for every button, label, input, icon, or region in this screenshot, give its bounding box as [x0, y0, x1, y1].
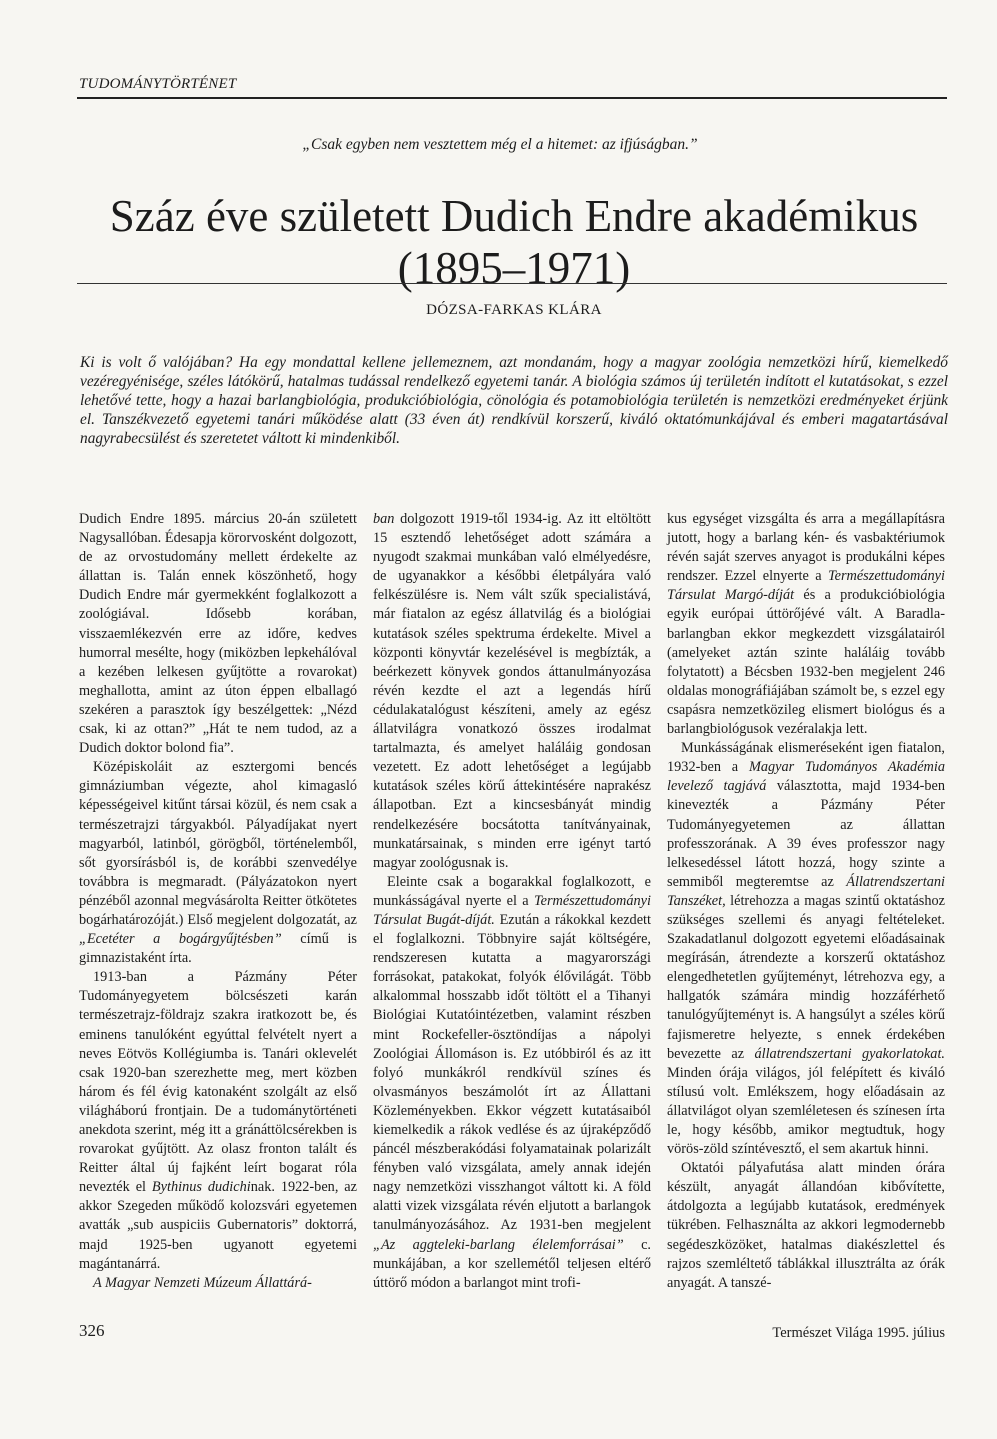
italic-text: Magyar Tudományos Akadémia levelező tagjává [667, 759, 945, 795]
text: kus egységet vizsgálta és arra a megállapításra jutott, hogy a barlang kén- és vasbaktériumok révén saját szerves anyagot is produkálni képes rendszer. Ezzel elnyerte a [667, 511, 945, 585]
epigraph: „Csak egyben nem vesztettem még el a hitemet: az ifjúságban.” [302, 136, 698, 153]
paragraph [667, 739, 945, 1159]
italic-text: állatrendszertani gyakorlatokat. [754, 1045, 945, 1062]
title-line-2: (1895–1971) [397, 243, 631, 293]
italic-text: „Ecetéter a bogárgyűjtésben” [79, 931, 282, 948]
paragraph [79, 968, 357, 1274]
italic-text: Állatrendszertani Tanszéket, [667, 873, 945, 909]
text: létrehozza a magas szintű oktatáshoz szükséges szellemi és anyagi feltételeket. Szakadatlanul dolgozott egyetemi előadásainak megírásán, átrendezte a korszerű oktatáshoz elengedhetetlen gyűjteményt, létrehozva egy, a hallgatók számára mindig hozzáférhető tanulógyűjteményt is. A hangsúlyt a széles körű fajismeretre helyezte, s ennek érdekében bevezette az [667, 892, 945, 1062]
journal-footer: Természet Világa 1995. július [772, 1325, 945, 1341]
column-1 [79, 510, 357, 1293]
italic-text: ban [373, 511, 395, 527]
header-rule [77, 97, 947, 99]
page-number: 326 [79, 1321, 105, 1340]
column-2 [373, 510, 651, 1293]
paragraph [373, 510, 651, 873]
text: és a produkcióbiológia egyik európai úttörőjévé vált. A Baradla-barlangban ekkor megkezdett vizsgálatairól (amelyeket aztán szinte haláláig tovább folytatott) a Bécsben 1932-ben megjelent 246 oldalas monográfiájában számolt be, s ezzel egy csapásra nemzetközileg elismert biológus és a barlangbiológusok vezéralakja lett. [667, 587, 945, 738]
paragraph [79, 1274, 357, 1293]
paragraph: Oktatói pályafutása alatt minden órára készült, anyagát állandóan kibővítette, átdolgozta a legújabb kutatások, eredmények tükrében. Felhasználta az akkori legmodernebb segédeszközöket, hatalmas diakészlettel és rajzos szemléltető táblákkal illusztrálta az órák anyagát. A tanszé- [667, 1160, 945, 1291]
italic-text: A Magyar Nemzeti Múzeum Állattárá- [93, 1274, 312, 1291]
italic-text: Természettudományi Társulat Margó-díját [667, 568, 945, 604]
italic-text: „Az aggteleki-barlang élelemforrásai” [373, 1236, 624, 1253]
section-label: TUDOMÁNYTÖRTÉNET [79, 76, 237, 92]
text: nak. 1922-ben, az akkor Szegeden működő kolozsvári egyetemen avatták „sub auspiciis Gubernatoris” doktorrá, majd 1925-ben ugyanott egyetemi magántanárrá. [79, 1179, 357, 1272]
text: dolgozott 1919-től 1934-ig. Az itt eltöltött 15 esztendő lehetőséget adott számára a nyugodt szakmai munkában való elmélyedésre, de ugyanakkor a későbbi életpályára való felkészülésre is. Nem vált szűk specialistává, már fiatalon az egész állatvilág és a biológiai kutatások széles spektruma érdekelte. Mivel a központi könyvtár kezelésével is megbízták, a beérkezett könyvek gondos áttanulmányozása révén kezdte el azt a legendás hírű cédulakatalógust készíteni, amely az egész állatvilágra vonatkozó összes irodalmat tartalmazta, és amelyet haláláig gondosan vezetett. Ez adott lehetőséget a legújabb kutatások széles körű áttekintésére naprakész állapotban. Ezt a kincsesbányát mindig rendelkezésére bocsátotta tanítványainak, munkatársainak, s minden erre igényt tartó magyar zoológusnak is. [373, 511, 651, 871]
text: Minden órája világos, jól felépített és kiváló stílusú volt. Emlékszem, hogy előadásain az állatvilágot olyan szemléletesen és színesen írta le, hogy később, amikor megtudtuk, hogy vörös-zöld színtévesztő, el sem akartuk hinni. [667, 1064, 945, 1158]
text: választotta, majd 1934-ben kinevezték a Pázmány Péter Tudományegyetemen az állattan professzorának. A 39 éves professzor nagy lelkesedéssel látott hozzá, hogy szinte a semmiből megteremtse az [667, 778, 946, 890]
column-3 [667, 510, 945, 1293]
text: c. munkájában, a kor szellemétől teljesen eltérő úttörő módon a barlangot mint trofi- [373, 1236, 651, 1291]
title-line-1: Száz éve született Dudich Endre akadémikus [109, 191, 919, 241]
lead-paragraph: Ki is volt ő valójában? Ha egy mondattal kellene jellemeznem, azt mondanám, hogy a magyar zoológia nemzetközi hírű, kiemelkedő vezéregyénisége, széles látókörű, hatalmas tudással rendelkező egyetemi tanár. A biológia számos új területén indított el kutatásokat, s ezzel lehetővé tette, hogy a hazai barlangbiológia, produkcióbiológia, cönológia és potamobiológia területén is nemzetközi eredményeket érjünk el. Tanszékvezető egyetemi tanári működése alatt (33 éven át) rendkívül korszerű, kiváló oktatómunkájával és emberi magatartásával nagyrabecsülést és szeretetet váltott ki mindenkiből. [80, 354, 948, 447]
paragraph: Dudich Endre 1895. március 20-án született Nagysallóban. Édesapja körorvosként dolgozott, de az orvostudomány mellett érdekelte az állattan is. Talán ennek köszönhető, hogy Dudich Endre már gyermekként foglalkozott a zoológiával. Idősebb korában, visszaemlékezvén erre az időre, kedves humorral mesélte, hogy (miközben lepkehálóval a kezében lelkesen gyűjtötte a rovarokat) meghallotta, amint az úton éppen elballagó szekéren a parasztok így beszélgettek: „Nézd csak, ki az ottan?” „Hát te nem tudod, az a Dudich doktor bolond fia”. [79, 511, 357, 757]
text: Középiskoláit az esztergomi bencés gimnáziumban végezte, ahol kimagasló képességeivel kitűnt társai közül, és nem csak a természetrajzi tárgyakból. Pályadíjakat nyert magyarból, latinból, görögből, történelemből, sőt gyorsírásból is, de korábbi szenvedélye továbbra is megmaradt. (Pályázatokon nyert pénzéből azonnal megvásárolta Reitter ötkötetes bogárhatározóját.) Első megjelent dolgozatát, az [79, 759, 357, 928]
italic-text: Bythinus dudichi [151, 1179, 251, 1196]
text: Ezután a rákokkal kezdett el foglalkozni. Többnyire saját költségére, rendszeresen kutatta a magyarországi forrásokat, patakokat, folyók élővilágát. Több alkalommal hosszabb időt töltött el a Tihanyi Biológiai Kutatóintézetben, valamint részben mint Rockefeller-ösztöndíjas a nápolyi Zoológiai Állomáson is. Ez utóbbiról és az itt folyó munkákról rendkívül színes és olvasmányos beszámolót írt az Állattani Közleményekben. Ekkor végzett kutatásaiból kiemelkedik a rákok vedlése és az újraképződő páncél mészberakódási folyamatainak polarizált fényben való vizsgálata, amely annak idején nagy nemzetközi visszhangot váltott ki. A föld alatti vizek vizsgálata révén eljutott a barlangok tanulmányozásához. Az 1931-ben megjelent [373, 911, 651, 1234]
text: című is gimnazistaként írta. [79, 931, 357, 967]
text: Munkásságának elismeréseként igen fiatalon, 1932-ben a [667, 740, 945, 776]
italic-text: Természettudományi Társulat Bugát-díját. [373, 892, 651, 928]
article-title [80, 190, 948, 294]
paragraph [79, 758, 357, 968]
author: DÓZSA-FARKAS KLÁRA [426, 302, 602, 318]
text: Eleinte csak a bogarakkal foglalkozott, e munkásságával nyerte el a [373, 873, 651, 909]
title-rule [77, 283, 947, 284]
paragraph [667, 510, 945, 739]
text: 1913-ban a Pázmány Péter Tudományegyetem bölcsészeti karán természetrajz-földrajz szakra iratkozott be, és eminens tanulóként egyúttal felvételt nyert a neves Eötvös Kollégiumba is. Tanári oklevelét csak 1920-ban szerezhette meg, mert közben három és fél évig katonaként szolgált az első világháború frontjain. De a tudománytörténeti anekdota szerint, még itt a gránáttölcsérekben is rovarokat gyűjtött. Az olasz fronton talált és Reitter által új fajként leírt bogarat róla nevezték el [79, 969, 357, 1196]
paragraph [373, 873, 651, 1293]
